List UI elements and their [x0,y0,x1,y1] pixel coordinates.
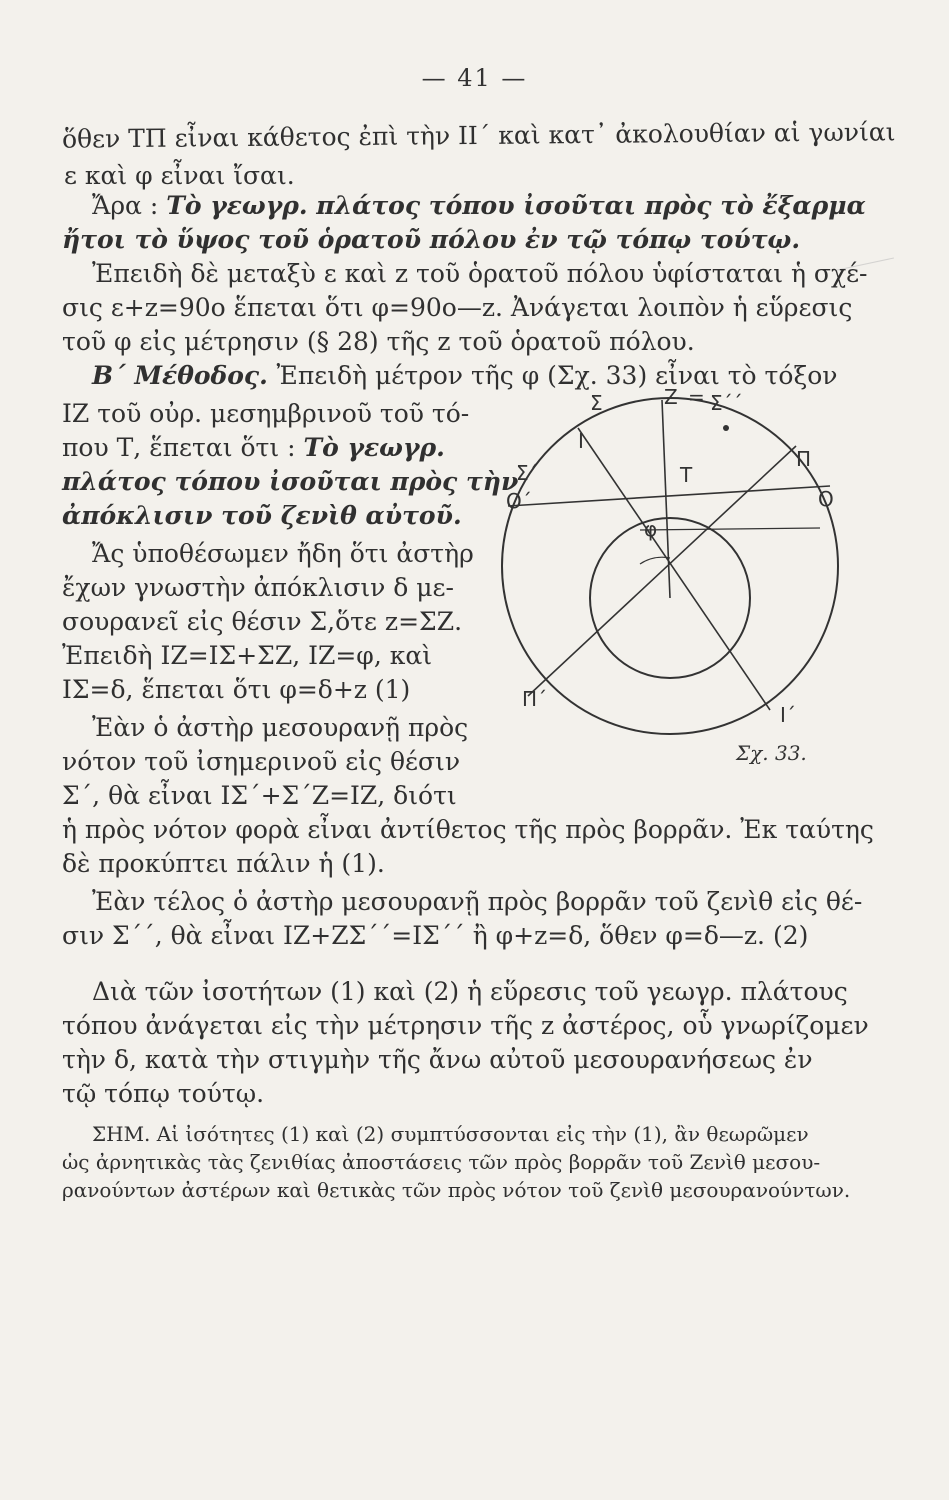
emphasis-line: ἀπόκλισιν τοῦ ζενὶθ αὐτοῦ. [62,501,462,530]
label-iota: Ι [578,429,584,453]
axis-line [528,446,796,696]
label-pi-prime: Π΄ [522,687,548,711]
label-sigma-double-prime: Σ΄΄ [710,391,743,415]
label-omicron-prime: Ο΄ [506,489,532,513]
text-run: Ἐπειδὴ μέτρον τῆς φ (Σχ. 33) εἶναι τὸ τόξον [276,361,838,390]
label-sigma-prime: Σ΄ [516,461,539,485]
text-run: που Τ, ἕπεται ὅτι : [62,433,304,462]
label-iota-prime: Ι΄ [780,703,796,727]
text-line: Διὰ τῶν ἰσοτήτων (1) καὶ (2) ἡ εὕρεσις τοῦ γεωγρ. πλάτους [92,977,848,1006]
celestial-sphere-diagram [500,388,860,788]
text-line: Ἐπειδὴ δὲ μεταξὺ ε καὶ z τοῦ ὁρατοῦ πόλου ὑφίσταται ἡ σχέ- [92,259,868,288]
label-omicron: Ο [818,487,834,511]
text-line: ἔχων γνωστὴν ἀπόκλισιν δ με- [62,573,454,602]
text-line: Σ΄, θὰ εἶναι ΙΣ΄+Σ΄Ζ=ΙΖ, διότι [62,781,457,810]
text-line: σις ε+z=90ο ἕπεται ὅτι φ=90ο—z. Ἀνάγεται λοιπὸν ἡ εὕρεσις [62,293,853,322]
emphasis-run: Τὸ γεωγρ. πλάτος τόπου ἰσοῦται πρὸς τὸ ἔξαρμα [166,191,866,220]
figure-33 [500,388,860,788]
text-line: σουρανεῖ εἰς θέσιν Σ,ὅτε z=ΣΖ. [62,607,463,636]
label-equals: = [688,388,705,409]
label-tau: Τ [680,463,693,487]
text-line [92,190,866,222]
angle-arc [640,557,670,564]
text-line: Ἐὰν ὁ ἀστὴρ μεσουρανῇ πρὸς [92,713,469,742]
text-line: τοῦ φ εἰς μέτρησιν (§ 28) τῆς z τοῦ ὁρατοῦ πόλου. [62,327,695,356]
text-line: Ἐὰν τέλος ὁ ἀστὴρ μεσουρανῇ πρὸς βορρᾶν τοῦ ζενὶθ εἰς θέ- [92,887,863,916]
star-mark [723,425,729,431]
horizon-line [508,486,830,506]
text-line: ἡ πρὸς νότον φορὰ εἶναι ἀντίθετος τῆς πρὸς βορρᾶν. Ἐκ ταύτης [62,815,874,844]
label-sigma: Σ [590,391,603,415]
text-line: ΙΖ τοῦ οὐρ. μεσημβρινοῦ τοῦ τό- [62,399,470,428]
heading-run: Β΄ Μέθοδος. [92,361,277,390]
outer-circle [502,398,838,734]
label-zeta: Ζ [664,388,678,409]
emphasis-run: Τὸ γεωγρ. [303,433,445,462]
text-line: δὲ προκύπτει πάλιν ἡ (1). [62,849,385,878]
text-line: τόπου ἀνάγεται εἰς τὴν μέτρησιν τῆς z ἀστέρος, οὗ γνωρίζομεν [62,1011,869,1040]
note-line: ὡς ἀρνητικὰς τὰς ζενιθίας ἀποστάσεις τῶν πρὸς βορρᾶν τοῦ Ζενὶθ μεσου- [62,1150,821,1174]
text-run: Ἄρα : [92,191,167,220]
figure-caption: Σχ. 33. [736,741,807,765]
text-line: Ἄς ὑποθέσωμεν ἤδη ὅτι ἀστὴρ [92,539,474,568]
text-line: Ἐπειδὴ ΙΖ=ΙΣ+ΣΖ, ΙΖ=φ, καὶ [62,641,433,670]
text-line: τὴν δ, κατὰ τὴν στιγμὴν τῆς ἄνω αὐτοῦ μεσουρανήσεως ἐν [62,1045,813,1074]
note-line: ρανούντων ἀστέρων καὶ θετικὰς τῶν πρὸς νότον τοῦ ζενὶθ μεσουρανούντων. [62,1178,851,1202]
text-line: σιν Σ΄΄, θὰ εἶναι ΙΖ+ΖΣ΄΄=ΙΣ΄΄ ἢ φ+z=δ, ὅθεν φ=δ—z. (2) [62,921,809,950]
equator-line [578,428,770,710]
text-line: ε καὶ φ εἶναι ἴσαι. [64,161,295,190]
text-line: ΙΣ=δ, ἕπεται ὅτι φ=δ+z (1) [62,675,411,704]
note-line: ΣΗΜ. Αἱ ἰσότητες (1) καὶ (2) συμπτύσσονται εἰς τὴν (1), ἂν θεωρῶμεν [92,1122,809,1146]
text-line [62,432,445,464]
label-phi: φ [644,517,658,541]
text-line: νότον τοῦ ἰσημερινοῦ εἰς θέσιν [62,747,461,776]
text-line: τῷ τόπῳ τούτῳ. [62,1079,265,1108]
emphasis-line: πλάτος τόπου ἰσοῦται πρὸς τὴν [62,467,519,496]
emphasis-line: ἤτοι τὸ ὕψος τοῦ ὁρατοῦ πόλου ἐν τῷ τόπῳ τούτῳ. [62,225,801,254]
page-number: — 41 — [421,64,528,92]
label-pi: Π [796,447,812,471]
text-line: ὅθεν ΤΠ εἶναι κάθετος ἐπὶ τὴν ΙΙ΄ καὶ κατ᾽ ἀκολουθίαν αἱ γωνίαι [61,117,896,154]
